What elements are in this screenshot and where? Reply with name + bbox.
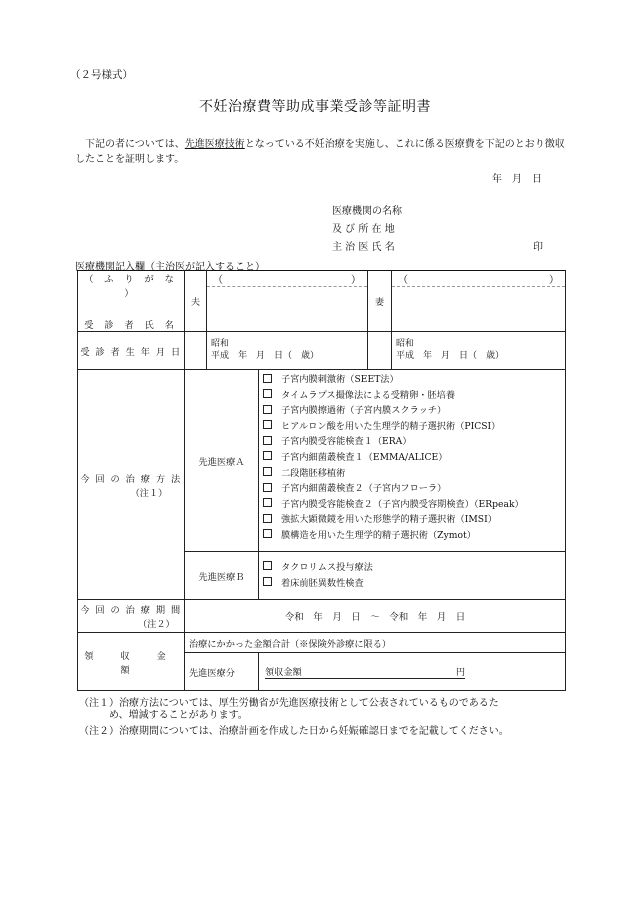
institution-address-label: 及 び 所 在 地: [332, 224, 395, 235]
advanced-a-item-label: 二段階胚移植術: [281, 467, 346, 479]
furigana-label: （ ふ り が な ）: [84, 274, 178, 299]
checkbox[interactable]: [263, 529, 272, 538]
advanced-a-item: [263, 497, 565, 513]
checkbox[interactable]: [263, 514, 272, 523]
advanced-a-list-cell: [259, 370, 566, 552]
treatment-period-value[interactable]: 令和 年 月 日 ～ 令和 年 月 日: [185, 600, 566, 633]
patient-name-label: 受 診 者 氏 名: [84, 320, 178, 331]
fee-label: 領 収 金 額: [78, 633, 185, 691]
advanced-a-item: [263, 512, 565, 528]
treatment-method-note: （注１）: [130, 487, 168, 499]
seal-mark: 印: [533, 242, 543, 253]
advanced-a-item-label: 子宮内膜受容能検査１（ERA）: [281, 436, 412, 448]
advanced-a-item: [263, 434, 565, 450]
advanced-a-item-label: 子宮内細菌叢検査１（EMMA/ALICE）: [281, 451, 448, 463]
birthdate-label: 受 診 者 生 年 月 日: [78, 332, 185, 370]
paren-open: （: [398, 275, 408, 286]
treatment-method-cell: [78, 370, 185, 600]
intro-underlined-term: 先進医療技術: [184, 139, 245, 150]
fee-amount-label: 領収金額: [265, 667, 302, 678]
husband-label: 夫: [185, 271, 207, 332]
checkbox[interactable]: [263, 498, 272, 507]
wife-furigana-field[interactable]: [392, 271, 565, 287]
checkbox[interactable]: [263, 405, 272, 414]
advanced-a-item-label: 子宮内膜刺激術（SEET法）: [281, 374, 399, 385]
advanced-a-item: [263, 466, 565, 482]
checkbox[interactable]: [263, 483, 272, 492]
note-1-head: （注１）治療方法については、厚生労働省が先進医療技術として公表されているものであるた: [79, 698, 499, 709]
form-number: （２号様式）: [70, 69, 133, 81]
checkbox[interactable]: [263, 451, 272, 460]
fee-amount-cell[interactable]: [259, 653, 566, 691]
birthdate-heisei-line: 平成 年 月 日（ 歳）: [211, 351, 320, 361]
intro-before: 下記の者については、: [85, 139, 185, 150]
advanced-a-item: [263, 372, 565, 388]
checkbox[interactable]: [263, 420, 272, 429]
advanced-b-item: [263, 560, 565, 576]
advanced-a-item: [263, 419, 565, 435]
checkbox[interactable]: [263, 389, 272, 398]
note-1: [79, 698, 569, 722]
wife-birthdate-cell[interactable]: [392, 332, 566, 370]
advanced-a-item: [263, 450, 565, 466]
advanced-b-list: [259, 558, 565, 593]
wife-label: 妻: [368, 271, 392, 332]
doctor-name-label: 主 治 医 氏 名: [332, 242, 395, 253]
advanced-b-item-label: タクロリムス投与療法: [281, 561, 373, 573]
checkbox[interactable]: [263, 577, 272, 586]
certificate-table: [77, 270, 566, 691]
advanced-a-item: [263, 403, 565, 419]
advanced-a-item-label: 子宮内膜擦過術（子宮内膜スクラッチ）: [281, 405, 447, 417]
paren-open: （: [213, 275, 223, 286]
fee-total-label: 治療にかかった金額合計（※保険外診療に限る）: [185, 633, 566, 653]
advanced-a-item-label: タイムラプス撮像法による受精卵・胚培養: [281, 389, 456, 401]
fee-yen-unit: 円: [455, 667, 465, 678]
advanced-a-item: [263, 481, 565, 497]
fee-advanced-label: 先進医療分: [185, 653, 259, 691]
checkbox[interactable]: [263, 467, 272, 476]
page-title: 不妊治療費等助成事業受診等証明書: [199, 99, 431, 115]
patient-name-header-cell: [78, 271, 185, 332]
checkbox[interactable]: [263, 374, 272, 383]
treatment-method-label: 今 回 の 治 療 方 法: [80, 473, 182, 485]
institution-name-label: 医療機関の名称: [332, 206, 402, 217]
treatment-period-label: 今 回 の 治 療 期 間: [80, 605, 182, 616]
treatment-period-cell: [78, 600, 185, 633]
husband-furigana-field[interactable]: [207, 271, 367, 287]
advanced-a-item-label: 強拡大顕微鏡を用いた形態学的精子選択術（IMSI）: [281, 514, 497, 526]
intro-paragraph: [75, 137, 565, 167]
advanced-b-list-cell: [259, 552, 566, 600]
note-1-tail: め、増減することがあります。: [109, 710, 248, 721]
checkbox[interactable]: [263, 436, 272, 445]
husband-birthdate-cell[interactable]: [207, 332, 368, 370]
advanced-a-item: [263, 388, 565, 404]
advanced-a-item-label: ヒアルロン酸を用いた生理学的精子選択術（PICSI）: [281, 420, 501, 432]
advanced-b-label: 先進医療Ｂ: [185, 552, 259, 600]
advanced-a-label: 先進医療Ａ: [185, 370, 259, 552]
checkbox[interactable]: [263, 561, 272, 570]
paren-close: ）: [549, 275, 559, 286]
advanced-a-item-label: 子宮内細菌叢検査２（子宮内フローラ）: [281, 483, 447, 495]
intro-after: となっている不妊治療を実施し、これに係る医療費を下記のとおり徴収したことを証明します。: [75, 139, 565, 165]
advanced-a-item-label: 子宮内膜受容能検査２（子宮内膜受容期検査）（ERpeak）: [281, 498, 524, 510]
advanced-b-item: [263, 576, 565, 592]
advanced-a-item-label: 膜構造を用いた生理学的精子選択術（Zymot）: [281, 529, 476, 541]
advanced-a-list: [259, 370, 565, 546]
birthdate-heisei-line: 平成 年 月 日（ 歳）: [396, 351, 505, 361]
era-showa-label: 昭和: [211, 339, 230, 349]
fee-amount-field[interactable]: [265, 664, 465, 679]
husband-name-cell[interactable]: [207, 271, 368, 332]
era-showa-label: 昭和: [396, 339, 415, 349]
note-2: （注２）治療期間については、治療計画を作成した日から妊娠確認日までを記載してください。: [79, 726, 509, 737]
paren-close: ）: [351, 275, 361, 286]
issue-date-line: 年 月 日: [492, 174, 542, 185]
table-caption: 医療機関記入欄（主治医が記入すること）: [75, 262, 265, 273]
treatment-period-note: （注２）: [138, 619, 175, 630]
wife-name-cell[interactable]: [392, 271, 566, 332]
advanced-b-item-label: 着床前胚異数性検査: [281, 577, 364, 589]
advanced-a-item: [263, 528, 565, 544]
